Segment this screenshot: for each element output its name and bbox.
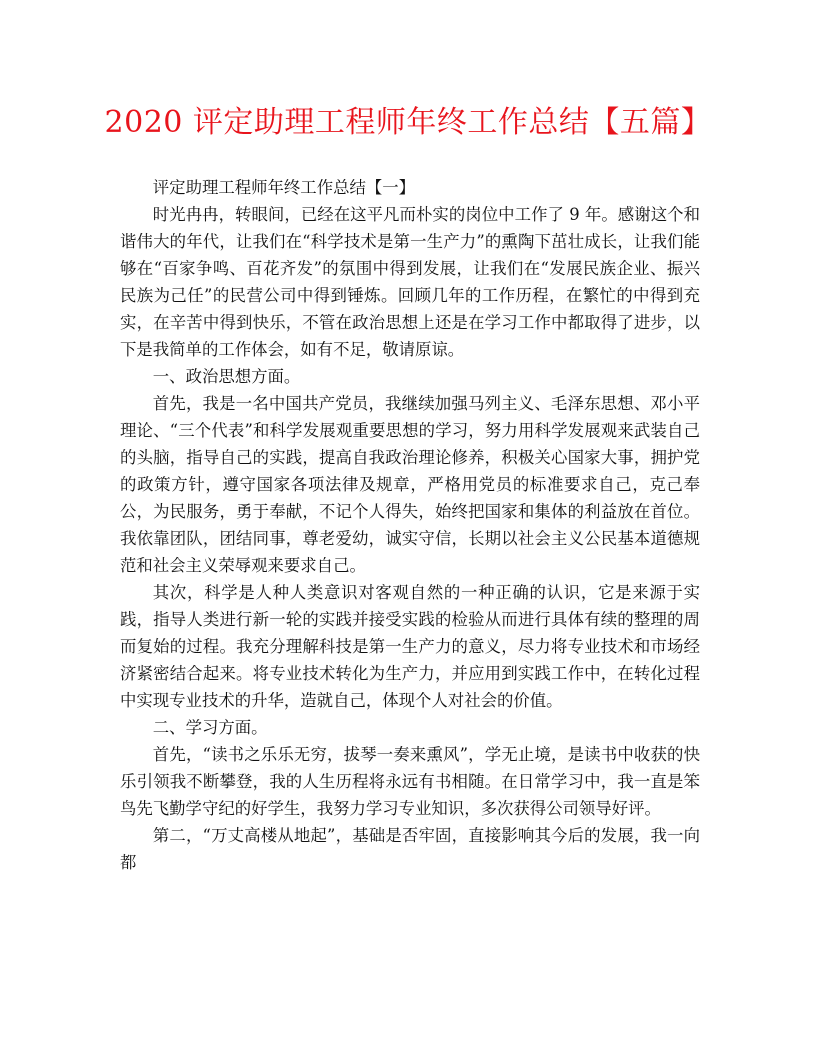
paragraph-intro: 时光冉冉，转眼间，已经在这平凡而朴实的岗位中工作了 9 年。感谢这个和谐伟大的年代，让我们在“科学技术是第一生产力”的熏陶下茁壮成长，让我们能够在“百家争鸣、百花齐发”的氛围中得到发展，让我们在“发展民族企业、振兴民族为己任”的民营公司中得到锤炼。回顾几年的工作历程，在繁忙的中得到充实，在辛苦中得到快乐，不管在政治思想上还是在学习工作中都取得了进步，以下是我简单的工作体会，如有不足，敬请原谅。 — [120, 205, 700, 359]
section-heading-study: 二、学习方面。 — [152, 718, 268, 737]
section-heading-political: 一、政治思想方面。 — [152, 367, 301, 386]
document-body — [120, 174, 700, 876]
paragraph-political-first: 首先，我是一名中国共产党员，我继续加强马列主义、毛泽东思想、邓小平理论、“三个代表”和科学发展观重要思想的学习，努力用科学发展观来武装自己的头脑，指导自己的实践，提高自我政治理论修养，积极关心国家大事，拥护党的政策方针，遵守国家各项法律及规章，严格用党员的标准要求自己，克己奉公，为民服务，勇于奉献，不记个人得失，始终把国家和集体的利益放在首位。我依靠团队，团结同事，尊老爱幼，诚实守信，长期以社会主义公民基本道德规范和社会主义荣辱观来要求自己。 — [120, 394, 700, 575]
paragraph-study-first: 首先，“读书之乐乐无穷，拔琴一奏来熏风”，学无止境，是读书中收获的快乐引领我不断攀登，我的人生历程将永远有书相随。在日常学习中，我一直是笨鸟先飞勤学守纪的好学生，我努力学习专业知识，多次获得公司领导好评。 — [120, 745, 700, 818]
paragraph-political-second: 其次，科学是人种人类意识对客观自然的一种正确的认识，它是来源于实践，指导人类进行新一轮的实践并接受实践的检验从而进行具体有续的整理的周而复始的过程。我充分理解科技是第一生产力的意义，尽力将专业技术和市场经济紧密结合起来。将专业技术转化为生产力，并应用到实践工作中，在转化过程中实现专业技术的升华，造就自己，体现个人对社会的价值。 — [120, 583, 700, 710]
document-title: 2020 评定助理工程师年终工作总结【五篇】 — [104, 105, 712, 140]
paragraph-study-second: 第二，“万丈高楼从地起”，基础是否牢固，直接影响其今后的发展，我一向都 — [120, 826, 700, 872]
section-heading-1: 评定助理工程师年终工作总结【一】 — [152, 178, 416, 197]
